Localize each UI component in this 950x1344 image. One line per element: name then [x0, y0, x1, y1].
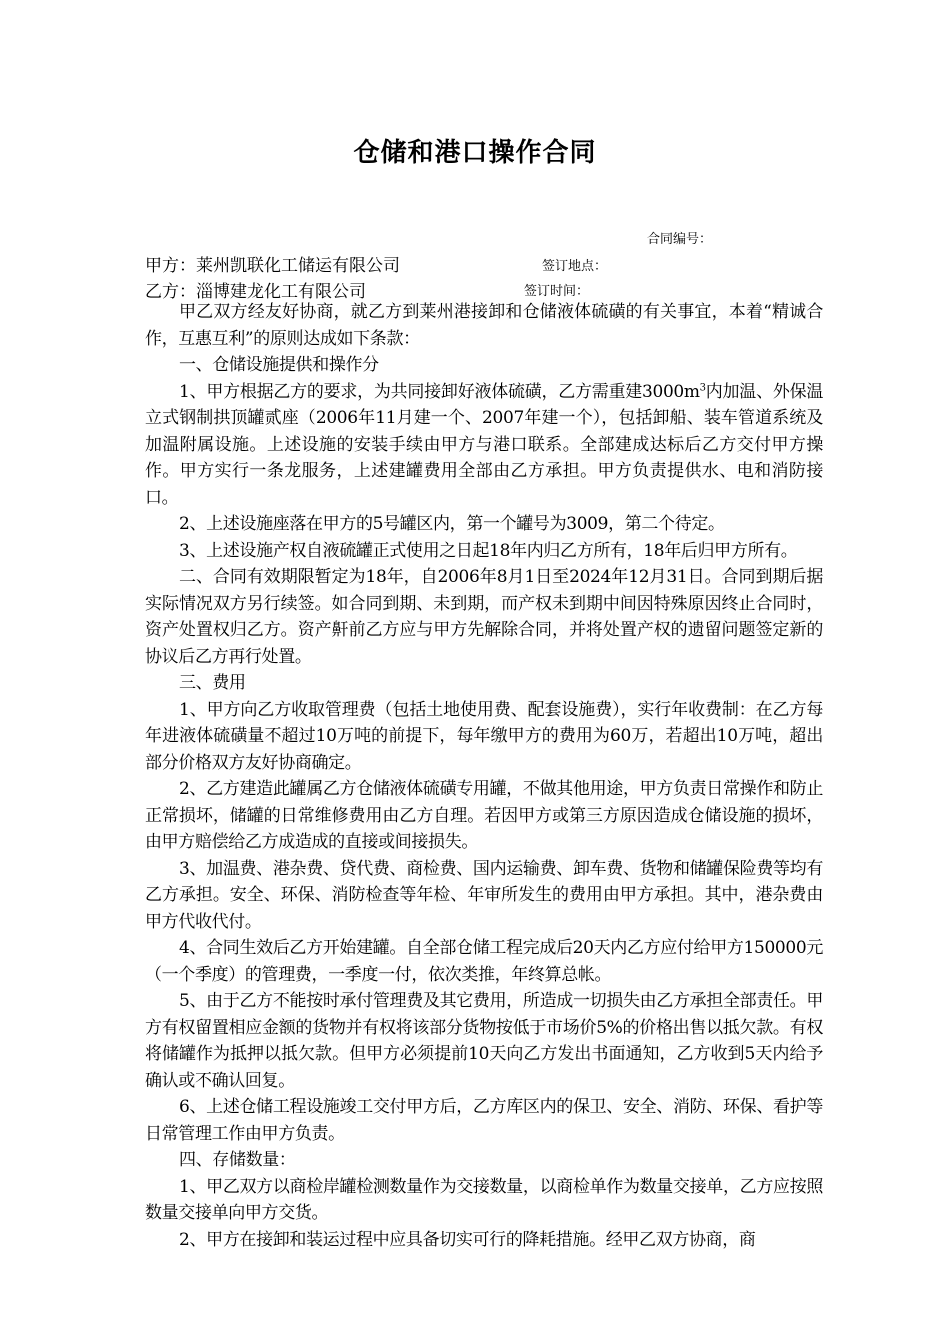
clause-4-2: 2、甲方在接卸和装运过程中应具备切实可行的降耗措施。经甲乙双方协商，商	[179, 1229, 756, 1250]
clause-1-1-part-a: 1、甲方根据乙方的要求，为共同接卸好液体硫磺，乙方需重建3000m	[179, 381, 700, 402]
clause-1-1-part-b: 内加温、外保温立式钢制拱顶罐贰座（2006年11月建一个、2007年建一个），包括卸船、装车管道系统及加温附属设施。上述设施的安装手续由甲方与港口联系。全部建成达标后乙方交付甲方操作。甲方实行一条龙服务，上述建罐费用全部由乙方承担。甲方负责提供水、电和消防接口。	[145, 381, 823, 508]
clause-3-2: 2、乙方建造此罐属乙方仓储液体硫磺专用罐，不做其他用途，甲方负责日常操作和防止正常损坏，储罐的日常维修费用由乙方自理。若因甲方或第三方原因造成仓储设施的损坏，由甲方赔偿给乙方成造成的直接或间接损失。	[145, 779, 823, 852]
contract-body	[145, 299, 823, 1253]
clause-3-6: 6、上述仓储工程设施竣工交付甲方后，乙方库区内的保卫、安全、消防、环保、看护等日常管理工作由甲方负责。	[145, 1097, 823, 1144]
section-heading-4: 四、存储数量：	[179, 1150, 296, 1170]
cubic-superscript: 3	[699, 381, 706, 393]
clause-3-4: 4、合同生效后乙方开始建罐。自全部仓储工程完成后20天内乙方应付给甲方150000元（一个季度）的管理费，一季度一付，依次类推，年终算总帐。	[145, 938, 823, 985]
intro-paragraph: 甲乙双方经友好协商，就乙方到莱州港接卸和仓储液体硫磺的有关事宜，本着“精诚合作，互惠互利”的原则达成如下条款：	[145, 302, 823, 349]
party-b: 乙方：淄博建龙化工有限公司	[145, 282, 366, 302]
clause-1-2: 2、上述设施座落在甲方的5号罐区内，第一个罐号为3009，第二个待定。	[179, 514, 725, 534]
clause-4-1: 1、甲乙双方以商检岸罐检测数量作为交接数量，以商检单作为数量交接单，乙方应按照数量交接单向甲方交货。	[145, 1176, 823, 1223]
contract-number-label: 合同编号：	[647, 232, 713, 247]
section-heading-3: 三、费用	[179, 673, 246, 693]
clause-1-3: 3、上述设施产权自液硫罐正式使用之日起18年内归乙方所有，18年后归甲方所有。	[179, 540, 798, 561]
section-2-paragraph: 二、合同有效期限暂定为18年，自2006年8月1日至2024年12月31日。合同到期后据实际情况双方另行续签。如合同到期、未到期，而产权未到期中间因特殊原因终止合同时，资产处置权归乙方。资产鼾前乙方应与甲方先解除合同，并将处置产权的遗留问题签定新的协议后乙方再行处置。	[145, 567, 823, 667]
clause-3-5: 5、由于乙方不能按时承付管理费及其它费用，所造成一切损失由乙方承担全部责任。甲方有权留置相应金额的货物并有权将该部分货物按低于市场价5%的价格出售以抵欠款。有权将储罐作为抵押以抵欠款。但甲方必须提前10天向乙方发出书面通知，乙方收到5天内给予确认或不确认回复。	[145, 991, 823, 1091]
clause-3-1: 1、甲方向乙方收取管理费（包括土地使用费、配套设施费），实行年收费制：在乙方每年进液体硫磺量不超过10万吨的前提下，每年缴甲方的费用为60万，若超出10万吨，超出部分价格双方友好协商确定。	[145, 699, 823, 773]
section-heading-1: 一、仓储设施提供和操作分	[179, 355, 379, 375]
document-title: 仓储和港口操作合同	[353, 138, 597, 168]
sign-place-label: 签订地点：	[542, 259, 608, 274]
clause-1-1	[145, 379, 823, 512]
sign-time-label: 签订时间：	[524, 284, 590, 299]
party-a: 甲方：莱州凯联化工储运有限公司	[145, 256, 400, 276]
clause-3-3: 3、加温费、港杂费、贷代费、商检费、国内运输费、卸车费、货物和储罐保险费等均有乙方承担。安全、环保、消防检查等年检、年审所发生的费用由甲方承担。其中，港杂费由甲方代收代付。	[145, 858, 823, 932]
